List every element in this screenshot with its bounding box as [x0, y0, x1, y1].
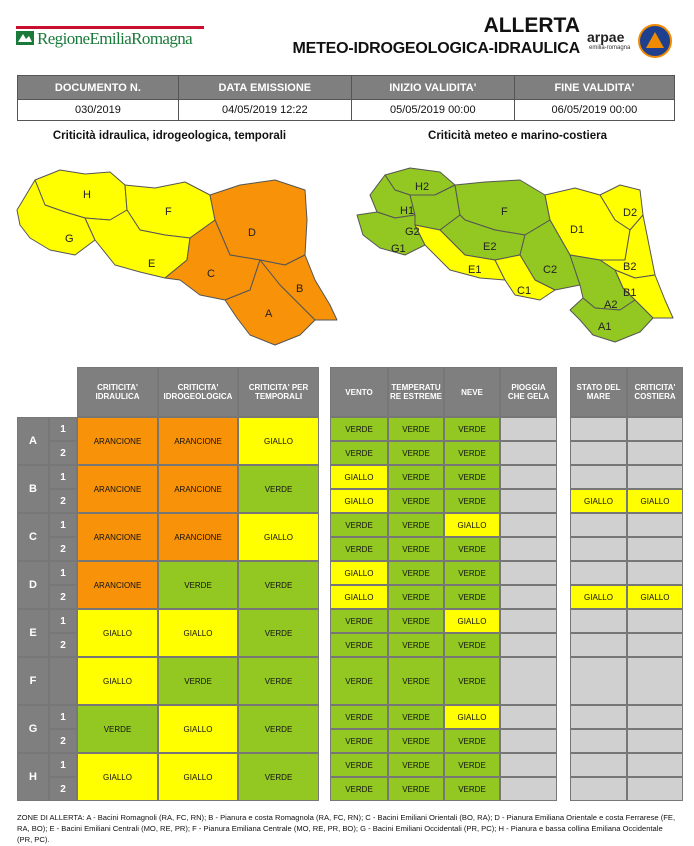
map-zone-label: D	[248, 227, 256, 239]
vento-level: GIALLO	[330, 561, 388, 585]
stato-mare-level	[570, 417, 627, 441]
pioggia-gela-level	[500, 513, 557, 537]
temperature-level: VERDE	[388, 633, 444, 657]
idrogeologica-level: ARANCIONE	[158, 465, 238, 513]
temperature-level: VERDE	[388, 609, 444, 633]
map-zone-label: C1	[517, 285, 532, 297]
idrogeologica-level: GIALLO	[158, 705, 238, 753]
pioggia-gela-level	[500, 537, 557, 561]
idrogeologica-level: GIALLO	[158, 609, 238, 657]
criticita-costiera-level	[627, 561, 683, 585]
map-zone-label: H	[83, 189, 91, 201]
neve-level: VERDE	[444, 633, 500, 657]
idrogeologica-level: VERDE	[158, 561, 238, 609]
neve-level: VERDE	[444, 729, 500, 753]
map-zone-label: A2	[604, 299, 618, 311]
subzone-label: 1	[49, 465, 77, 489]
neve-level: VERDE	[444, 489, 500, 513]
idrogeologica-level: VERDE	[158, 657, 238, 705]
idraulica-level: VERDE	[77, 705, 158, 753]
neve-level: VERDE	[444, 465, 500, 489]
vento-level: VERDE	[330, 537, 388, 561]
temperature-level: VERDE	[388, 561, 444, 585]
protezione-civile-logo-icon	[638, 24, 672, 58]
subzone-label: 1	[49, 705, 77, 729]
vento-level: GIALLO	[330, 489, 388, 513]
info-header: INIZIO VALIDITA'	[351, 76, 514, 100]
temperature-level: VERDE	[388, 513, 444, 537]
page-title: ALLERTA	[483, 14, 580, 37]
col-header-idrogeologica: CRITICITA' IDROGEOLOGICA	[158, 367, 238, 417]
criticita-costiera-level	[627, 417, 683, 441]
temperature-level: VERDE	[388, 705, 444, 729]
temperature-level: VERDE	[388, 657, 444, 705]
pioggia-gela-level	[500, 633, 557, 657]
arpae-logo-sub: emilia-romagna	[589, 45, 631, 51]
temporali-level: GIALLO	[238, 513, 319, 561]
pioggia-gela-level	[500, 777, 557, 801]
neve-level: VERDE	[444, 537, 500, 561]
criticita-costiera-level	[627, 657, 683, 705]
zone-label: A	[17, 417, 49, 465]
map-zone-label: D2	[623, 207, 638, 219]
vento-level: GIALLO	[330, 465, 388, 489]
map-zone-label: C2	[543, 264, 558, 276]
vento-level: VERDE	[330, 441, 388, 465]
temperature-level: VERDE	[388, 417, 444, 441]
document-number: 030/2019	[18, 100, 179, 121]
neve-level: GIALLO	[444, 513, 500, 537]
map-zone-label: H1	[400, 205, 415, 217]
map-zone-label: B2	[623, 261, 637, 273]
pioggia-gela-level	[500, 753, 557, 777]
subzone-label: 2	[49, 633, 77, 657]
subzone-label: 1	[49, 561, 77, 585]
left-map-title: Criticità idraulica, idrogeologica, temporali	[52, 130, 287, 142]
pioggia-gela-level	[500, 489, 557, 513]
arpae-logo: arpae	[587, 29, 625, 45]
stato-mare-level	[570, 465, 627, 489]
stato-mare-level	[570, 657, 627, 705]
subzone-label: 1	[49, 753, 77, 777]
neve-level: VERDE	[444, 417, 500, 441]
col-header-temporali: CRITICITA' PER TEMPORALI	[238, 367, 319, 417]
zone-label: E	[17, 609, 49, 657]
vento-level: VERDE	[330, 609, 388, 633]
pioggia-gela-level	[500, 657, 557, 705]
map-zone-label: B	[296, 283, 304, 295]
vento-level: VERDE	[330, 753, 388, 777]
criticita-costiera-level: GIALLO	[627, 585, 683, 609]
zone-label: B	[17, 465, 49, 513]
idrogeologica-level: ARANCIONE	[158, 417, 238, 465]
stato-mare-level	[570, 513, 627, 537]
stato-mare-level: GIALLO	[570, 585, 627, 609]
subzone-label: 2	[49, 729, 77, 753]
idraulica-level: GIALLO	[77, 609, 158, 657]
stato-mare-level	[570, 633, 627, 657]
emission-date: 04/05/2019 12:22	[178, 100, 351, 121]
map-zone-label: H2	[415, 181, 430, 193]
vento-level: VERDE	[330, 729, 388, 753]
criticita-costiera-level	[627, 513, 683, 537]
map-zone-label: E2	[483, 241, 497, 253]
criticita-costiera-level	[627, 753, 683, 777]
region-logo-text: RegioneEmiliaRomagna	[37, 29, 193, 48]
validity-end: 06/05/2019 00:00	[514, 100, 674, 121]
subzone-label: 2	[49, 489, 77, 513]
col-header-pioggia: PIOGGIA CHE GELA	[500, 367, 557, 417]
subzone-label: 2	[49, 585, 77, 609]
temporali-level: VERDE	[238, 561, 319, 609]
temperature-level: VERDE	[388, 537, 444, 561]
info-header: FINE VALIDITA'	[514, 76, 674, 100]
criticita-costiera-level	[627, 441, 683, 465]
validity-start: 05/05/2019 00:00	[351, 100, 514, 121]
right-criticality-map	[355, 160, 680, 350]
stato-mare-level	[570, 777, 627, 801]
pioggia-gela-level	[500, 585, 557, 609]
temporali-level: GIALLO	[238, 417, 319, 465]
pioggia-gela-level	[500, 417, 557, 441]
map-zone-label: B1	[623, 287, 637, 299]
temporali-level: VERDE	[238, 657, 319, 705]
neve-level: VERDE	[444, 777, 500, 801]
temperature-level: VERDE	[388, 489, 444, 513]
subzone-label: 2	[49, 777, 77, 801]
temperature-level: VERDE	[388, 729, 444, 753]
vento-level: VERDE	[330, 417, 388, 441]
criticita-costiera-level	[627, 633, 683, 657]
col-header-idraulica: CRITICITA' IDRAULICA	[77, 367, 158, 417]
vento-level: VERDE	[330, 777, 388, 801]
pioggia-gela-level	[500, 561, 557, 585]
neve-level: VERDE	[444, 585, 500, 609]
zone-label: G	[17, 705, 49, 753]
criticita-costiera-level	[627, 705, 683, 729]
vento-level: VERDE	[330, 633, 388, 657]
pioggia-gela-level	[500, 441, 557, 465]
map-zone-label: G1	[391, 243, 406, 255]
info-header: DOCUMENTO N.	[18, 76, 179, 100]
stato-mare-level: GIALLO	[570, 489, 627, 513]
criticita-costiera-level	[627, 729, 683, 753]
map-zone-label: G	[65, 233, 74, 245]
stato-mare-level	[570, 441, 627, 465]
subzone-label: 1	[49, 609, 77, 633]
subzone-label: 1	[49, 417, 77, 441]
temporali-level: VERDE	[238, 609, 319, 657]
subzone-label: 2	[49, 441, 77, 465]
zone-label: C	[17, 513, 49, 561]
map-zone-label: F	[165, 206, 172, 218]
neve-level: VERDE	[444, 657, 500, 705]
vento-level: VERDE	[330, 513, 388, 537]
stato-mare-level	[570, 753, 627, 777]
pioggia-gela-level	[500, 465, 557, 489]
stato-mare-level	[570, 537, 627, 561]
page-subtitle: METEO-IDROGEOLOGICA-IDRAULICA	[292, 40, 580, 57]
vento-level: GIALLO	[330, 585, 388, 609]
zones-footnote: ZONE DI ALLERTA: A - Bacini Romagnoli (RA, FC, RN); B - Pianura e costa Romagnola (RA, FC, RN); C - Bacini Emiliani Orientali (BO, RA); D - Pianura Emiliana Orientale e costa Ferrarese (FE, RA, BO); E - Bacini Emiliani Centrali (MO, RE, PR); F - Pianura Emiliana Centrale (MO, RE, PR, BO); G - Bacini Emiliani Occidentali (PR, PC); H - Pianura e bassa collina Emiliana Occidentale (PR, PC).	[17, 813, 676, 844]
neve-level: VERDE	[444, 441, 500, 465]
map-zone-label: E	[148, 258, 156, 270]
idraulica-level: GIALLO	[77, 657, 158, 705]
col-header-vento: VENTO	[330, 367, 388, 417]
col-header-temperature: TEMPERATU RE ESTREME	[388, 367, 444, 417]
neve-level: GIALLO	[444, 609, 500, 633]
idraulica-level: ARANCIONE	[77, 465, 158, 513]
info-header: DATA EMISSIONE	[178, 76, 351, 100]
vento-level: VERDE	[330, 657, 388, 705]
stato-mare-level	[570, 705, 627, 729]
neve-level: VERDE	[444, 753, 500, 777]
stato-mare-level	[570, 561, 627, 585]
map-zone-label: F	[501, 206, 508, 218]
temporali-level: VERDE	[238, 705, 319, 753]
temperature-level: VERDE	[388, 585, 444, 609]
col-header-costiera: CRITICITA' COSTIERA	[627, 367, 683, 417]
pioggia-gela-level	[500, 705, 557, 729]
temperature-level: VERDE	[388, 465, 444, 489]
neve-level: VERDE	[444, 561, 500, 585]
temperature-level: VERDE	[388, 753, 444, 777]
criticita-costiera-level	[627, 537, 683, 561]
idraulica-level: ARANCIONE	[77, 561, 158, 609]
idraulica-level: GIALLO	[77, 753, 158, 801]
map-zone-label: C	[207, 268, 215, 280]
col-header-neve: NEVE	[444, 367, 500, 417]
temporali-level: VERDE	[238, 465, 319, 513]
map-zone-label: D1	[570, 224, 585, 236]
idraulica-level: ARANCIONE	[77, 417, 158, 465]
subzone-label: 1	[49, 513, 77, 537]
stato-mare-level	[570, 729, 627, 753]
criticita-costiera-level	[627, 777, 683, 801]
map-zone-label: E1	[468, 264, 482, 276]
subzone-label	[49, 657, 77, 705]
vento-level: VERDE	[330, 705, 388, 729]
idrogeologica-level: ARANCIONE	[158, 513, 238, 561]
temperature-level: VERDE	[388, 441, 444, 465]
zone-label: D	[17, 561, 49, 609]
temporali-level: VERDE	[238, 753, 319, 801]
map-zone-label: G2	[405, 226, 420, 238]
temperature-level: VERDE	[388, 777, 444, 801]
zone-label: F	[17, 657, 49, 705]
map-zone-label: A	[265, 308, 273, 320]
criticita-costiera-level	[627, 609, 683, 633]
zone-label: H	[17, 753, 49, 801]
neve-level: GIALLO	[444, 705, 500, 729]
criticita-costiera-level	[627, 465, 683, 489]
map-zone-label: A1	[598, 321, 612, 333]
document-info-table	[17, 75, 675, 121]
col-header-mare: STATO DEL MARE	[570, 367, 627, 417]
idrogeologica-level: GIALLO	[158, 753, 238, 801]
pioggia-gela-level	[500, 729, 557, 753]
left-criticality-map	[15, 160, 345, 350]
right-map-title: Criticità meteo e marino-costiera	[428, 130, 607, 142]
pioggia-gela-level	[500, 609, 557, 633]
idraulica-level: ARANCIONE	[77, 513, 158, 561]
criticita-costiera-level: GIALLO	[627, 489, 683, 513]
stato-mare-level	[570, 609, 627, 633]
region-logo-icon	[16, 31, 34, 45]
subzone-label: 2	[49, 537, 77, 561]
